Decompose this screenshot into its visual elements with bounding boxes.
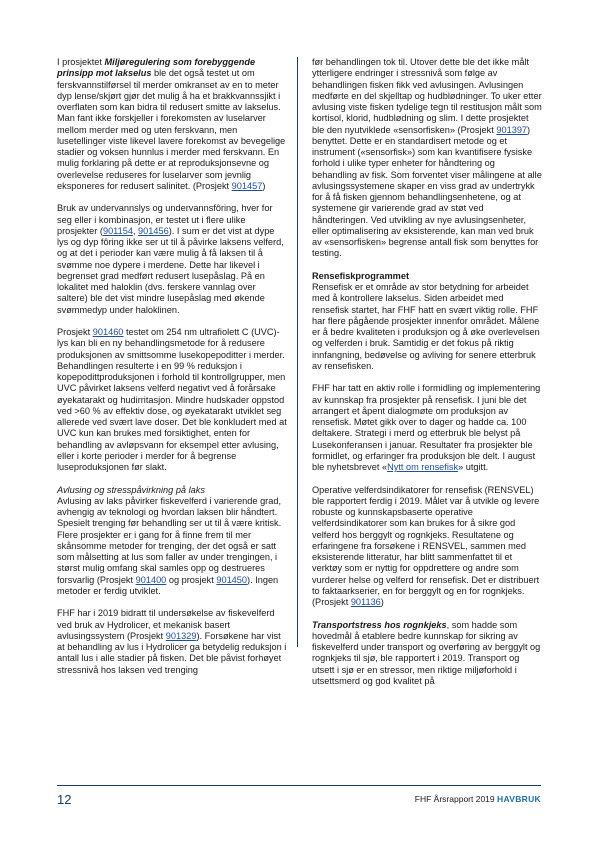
- project-link-901450[interactable]: 901450: [216, 574, 248, 585]
- project-title: Transportstress hos rognkjeks: [312, 619, 447, 630]
- text: ). Forsøkene har vist at behandling av lus i Hydrolicer ga betydelig reduksjon i antall lus i alle stadier på fisken. Det ble påvist forhøyet stressnivå hos laksen ved trenging: [57, 630, 287, 675]
- project-link-901329[interactable]: 901329: [165, 630, 197, 641]
- project-link-901457[interactable]: 901457: [231, 180, 263, 191]
- text: ,: [132, 225, 139, 236]
- text: ). I sum er det vist at dype lys og dyp fôring ikke ser ut til å påvirke laksens velferd, og at det i perioder kan være mulig å få laksen til å svømme noe dypere i merdene. Dette har likevel i begrenset grad medført redusert lusepåslag. På en lokalitet med haloklin (dvs. ferskere vannlag over saltere) ble det vist mindre lusepåslag med økende svømmedyp under haloklinen.: [57, 225, 284, 315]
- paragraph-transportstress: [312, 620, 542, 688]
- paragraph-undervannslys: [57, 203, 287, 316]
- section-heading-rensefisk: Rensefiskprogrammet: [312, 270, 410, 281]
- project-link-901456[interactable]: 901456: [138, 225, 169, 236]
- project-link-901460[interactable]: 901460: [92, 327, 124, 337]
- subheading-avlusing: Avlusing og stresspåvirkning på laks: [57, 484, 205, 495]
- footer-rule: [57, 785, 541, 786]
- paragraph-sensorfisk: [312, 57, 542, 260]
- project-link-901400[interactable]: 901400: [135, 574, 167, 585]
- paragraph-rensvel: [312, 485, 542, 609]
- text: I prosjektet: [57, 57, 105, 67]
- project-link-901136[interactable]: 901136: [350, 597, 381, 607]
- left-column: [57, 57, 287, 676]
- text: Prosjekt: [57, 327, 93, 337]
- footer-label: [415, 794, 541, 804]
- text: ). Ingen metoder er ferdig utviklet.: [57, 574, 279, 596]
- paragraph-avlusing: [57, 496, 287, 597]
- paragraph-uvc: [57, 327, 287, 473]
- project-link-901154[interactable]: 901154: [102, 225, 133, 236]
- report-title: FHF Årsrapport 2019: [414, 794, 495, 804]
- text: Operative velferdsindikatorer for rensefisk (RENSVEL) ble rapportert ferdig i 2019. Målet var å utvikle og levere robuste og kunnskapsbaserte operative velferdsindikatorer som kan brukes for å sikre god velferd hos berggylt og rognkjeks. Resultatene og erfaringene fra forsøkene i RENSVEL, sammen med eksisterende litteratur, har blitt sammenfattet til et verktøy som er nyttig for oppdrettere og andre som vurderer helse og velferd for rensefisk. Det er distribuert to faktaarkserier, en for berggylt og en for rognkjeks. (Prosjekt: [312, 484, 540, 607]
- brand-label: HAVBRUK: [497, 794, 541, 804]
- column-divider: [297, 57, 298, 647]
- text: FHF har i 2019 bidratt til undersøkelse av fiskevelferd ved bruk av Hydrolicer, et mekanisk basert avlusingssystem (Prosjekt: [57, 608, 275, 641]
- text: FHF har tatt en aktiv rolle i formidling og implementering av kunnskap fra prosjekter på rensefisk. I juni ble det arrangert et åpent dialogmøte om produksjon av rensefisk. Møtet gikk over to dager og hadde ca. 100 deltakere. Strategi i merd og etterbruk ble belyst på Lusekonferansen i januar. Resultater fra prosjekter ble formidlet, og erfaringer fra produksjon ble delt. I august ble nyhetsbrevet «: [312, 383, 541, 472]
- paragraph-miljoregulering: [57, 57, 287, 192]
- right-column: [312, 57, 542, 687]
- text: ble det også testet ut om ferskvannstilførsel til merder omkranset av en to meter dyp lense/skjørt gjør det mulig å ha et brakkvannssjikt i overflaten som kan bidra til redusert smitte av lakselus. Man fant ikke forskjeller i forekomsten av luselarver mellom merder med og uten ferskvann, men lusetellinger viste likevel lavere forekomst av bevegelige stadier og voksen hunnlus i merder med ferskvann. En mulig forklaring på dette er at reproduksjonsevne og overlevelse reduseres for luselarver som jevnlig eksponeres for redusert salinitet. (Prosjekt: [57, 68, 286, 191]
- text: » utgitt.: [458, 462, 489, 472]
- page-number: 12: [57, 792, 72, 807]
- paragraph-hydrolicer: [57, 608, 287, 676]
- newsletter-link[interactable]: Nytt om rensefisk: [387, 462, 459, 472]
- text: testet om 254 nm ultrafiolett C (UVC)-lys kan bli en ny behandlingsmetode for å redusere produksjonen av smittsomme lusekopepoditter i merder. Behandlingen resulterte i en 99 % reduksjon i kopepodittproduksjonen i forhold til kontrollgrupper, men UVC påvirket laksens velferd negativt ved å forårsake øyekatarakt og hudirritasjon. Mindre hudskader oppstod ved >60 % av effektiv dose, og øyekatarakt utviklet seg allerede ved svært lave doser. Det ble konkludert med at UVC kun kan brukes med forsiktighet, enten for behandling av avløpsvann for eksempel etter avlusing, eller i korte perioder i merder for å begrense luseproduksjonen før slakt.: [57, 327, 287, 472]
- text: Avlusing av laks påvirker fiskevelferd i varierende grad, avhengig av teknologi og hvordan laksen blir håndtert. Spesielt trenging før behandling ser ut til å være kritisk. Flere prosjekter er i gang for å finne frem til mer skånsomme metoder for trenging, der det også er satt som målsetting at lus som faller av under trengingen, i størst mulig omfang skal samles opp og destrueres forsvarlig (Prosjekt: [57, 495, 282, 585]
- text: , som hadde som hovedmål å etablere bedre kunnskap for sikring av fiskevelferd under transport og overføring av berggylt og rognkjeks til sjø, ble rapportert i 2019. Transport og utsett i sjø er en stressor, men riktige miljøforhold i utsettsmerd og god kvalitet på: [312, 619, 541, 686]
- text: ): [262, 180, 266, 191]
- paragraph-rensefisk: Rensefisk er et område av stor betydning for arbeidet med å kontrollere lakselus. Siden arbeidet med rensefisk startet, har FHF hatt en svært viktig rolle. FHF har flere pågående prosjekter innenfor området. Målene er å bedre kvaliteten i produksjon og å øke overlevelsen og velferden i bruk. Samtidig er det fokus på riktig innfangning, bedøvelse og avliving for senere etterbruk av rensefisken.: [312, 282, 540, 371]
- project-link-901397[interactable]: 901397: [496, 124, 528, 135]
- text: ): [380, 597, 384, 607]
- text: og prosjekt: [166, 574, 217, 585]
- project-title: Miljøregulering som forebyggende prinsipp mot lakselus: [57, 57, 256, 79]
- text: Bruk av undervannslys og undervannsfôring, hver for seg eller i kombinasjon, er testet ut i flere ulike prosjekter (: [57, 203, 273, 236]
- text: ) benyttet. Dette er en standardisert metode og et instrument («sensorfisk») som kan kvantifisere fysiske forhold i ulike typer enheter for håndtering og behandling av fisk. Som forventet viser målingene at alle avlusingssystemene skaper en viss grad av undertrykk for å få fisken gjennom behandlingsenhetene, og at systemene gir varierende grad av støt ved håndteringen. Ved utvikling av nye avlusingsenheter, eller optimalisering av eksisterende, kan man ved bruk av «sensorfisken» begrense antall fisk som benyttes for testing.: [312, 124, 542, 259]
- text: før behandlingen tok til. Utover dette ble det ikke målt ytterligere endringer i stressnivå som følge av behandlingen fisken fikk ved avlusingen. Avlusingen medførte en del skjelltap og hudblødninger. To uker etter avlusing viste fisken tydelige tegn til restitusjon målt som kortisol, klorid, hudblødning og slim. I dette prosjektet ble den nyutviklede «sensorfisken» (Prosjekt: [312, 57, 542, 135]
- paragraph-formidling: [312, 383, 542, 473]
